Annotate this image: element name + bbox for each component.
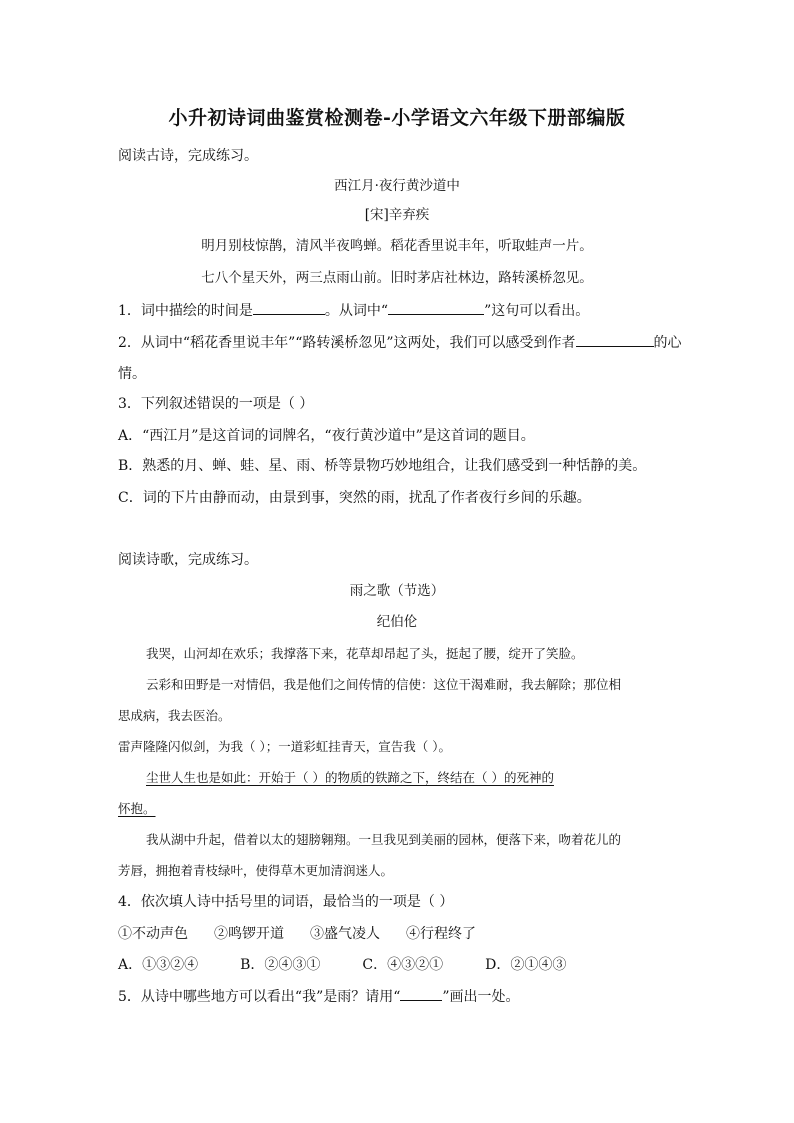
question-2-blank-mood[interactable] [576,332,654,347]
poem1-line-1: 明月别枝惊鹊，清风半夜鸣蝉。稻花香里说丰年，听取蛙声一片。 [201,238,593,254]
question-2-part-a: 2．从词中“稻花香里说丰年”“路转溪桥忽见”这两处，我们可以感受到作者 [118,335,576,351]
poem2-title: 雨之歌（节选） [349,583,445,599]
word-bank-item-1: ①不动声色 [118,926,188,942]
question-2 [118,332,680,353]
question-2-continued: 情。 [118,366,146,382]
question-4-option-a[interactable]: A．①③②④ [118,957,199,973]
question-3-option-c[interactable]: C．词的下片由静而动，由景到事，突然的雨，扰乱了作者夜行乡间的乐趣。 [118,490,591,506]
poem2-paragraph-4-line-1: 尘世人生也是如此：开始于（ ）的物质的铁蹄之下，终结在（ ）的死神的 [146,770,554,785]
question-1-blank-line[interactable] [388,300,484,315]
poem1-title: 西江月·夜行黄沙道中 [334,178,460,194]
poem2-paragraph-3: 雷声隆隆闪似剑，为我（ ）；一道彩虹挂青天，宣告我（ ）。 [118,739,451,754]
section2-intro: 阅读诗歌，完成练习。 [118,552,258,568]
question-4-option-b[interactable]: B．②④③① [240,957,321,973]
question-4-word-bank [118,924,680,944]
word-bank-item-2: ②鸣锣开道 [214,926,284,942]
page-title: 小升初诗词曲鉴赏检测卷-小学语文六年级下册部编版 [168,107,626,129]
question-3-option-a[interactable]: A．“西江月”是这首词的词牌名，“夜行黄沙道中”是这首词的题目。 [118,428,535,444]
poem2-paragraph-5-line-2: 芳唇，拥抱着青枝绿叶，使得草木更加清润迷人。 [118,863,394,878]
word-bank-item-3: ③盛气凌人 [310,926,380,942]
poem2-paragraph-5-line-1: 我从湖中升起，借着以太的翅膀翱翔。一旦我见到美丽的园林，便落下来，吻着花儿的 [146,832,622,847]
poem2-paragraph-2-line-2: 思成病，我去医治。 [118,708,231,723]
question-3-option-b[interactable]: B．熟悉的月、蝉、蛙、星、雨、桥等景物巧妙地组合，让我们感受到一种恬静的美。 [118,458,647,474]
question-1-blank-time[interactable] [253,300,325,315]
poem2-paragraph-4-line-2: 怀抱。 [118,801,156,816]
word-bank-item-4: ④行程终了 [406,926,476,942]
question-3: 3．下列叙述错误的一项是（ ） [118,396,314,412]
question-5-part-a: 5．从诗中哪些地方可以看出“我”是雨？请用“ [118,989,401,1005]
section1-intro: 阅读古诗，完成练习。 [118,148,258,164]
question-4-option-c[interactable]: C．④③②① [362,957,444,973]
question-1-part-a: 1．词中描绘的时间是 [118,303,253,319]
question-4: 4．依次填人诗中括号里的词语，最恰当的一项是（ ） [118,894,454,910]
poem2-paragraph-1: 我哭，山河却在欢乐；我撑落下来，花草却昂起了头，挺起了腰，绽开了笑脸。 [146,646,584,661]
question-1-part-b: 。从词中“ [324,303,389,319]
question-4-options [118,955,680,975]
poem2-author: 纪伯伦 [376,614,418,630]
poem2-paragraph-2-line-1: 云彩和田野是一对情侣，我是他们之间传情的信使：这位干渴难耐，我去解除；那位相 [146,677,622,692]
question-4-option-d[interactable]: D．②①④③ [485,957,567,973]
question-2-part-b: 的心 [653,335,682,351]
question-5-part-b: ”画出一处。 [442,989,520,1005]
question-5-underline-sample [400,986,442,1001]
question-5 [118,986,680,1007]
poem1-line-2: 七八个星天外，两三点雨山前。旧时茅店社林边，路转溪桥忽见。 [201,270,593,286]
question-1 [118,300,680,321]
question-1-part-c: ”这句可以看出。 [484,303,590,319]
poem1-author: [宋]辛弃疾 [364,207,430,223]
